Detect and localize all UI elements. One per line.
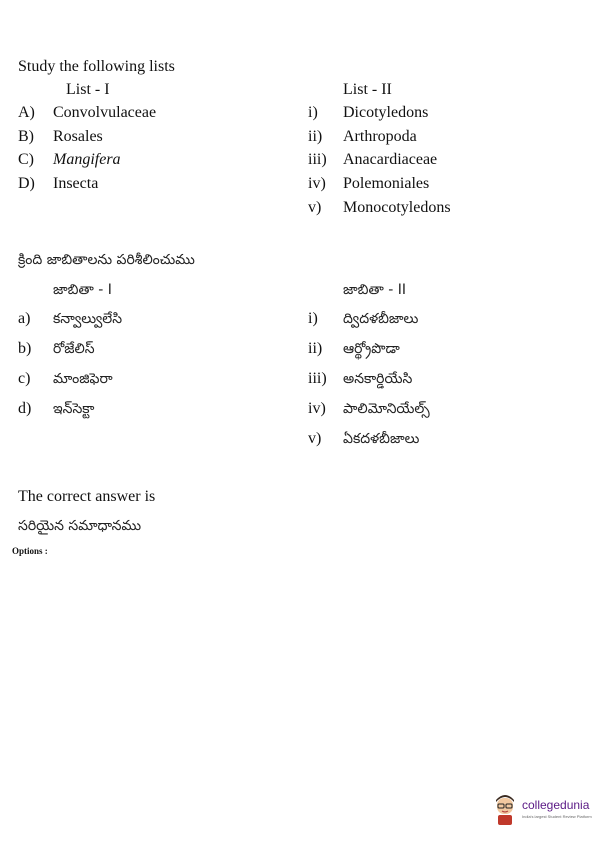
- item-label: v): [308, 199, 322, 216]
- list2-te-item: [0, 400, 595, 422]
- list1-header-en: List - I: [66, 81, 110, 98]
- item-label: ii): [308, 340, 323, 357]
- list2-te-item: [0, 310, 595, 332]
- item-text: ద్విదళబీజాలు: [343, 311, 419, 327]
- item-text: మాంజిఫెరా: [53, 371, 113, 387]
- answer-prompt-en: The correct answer is: [18, 488, 156, 505]
- item-text: రోజేలిస్: [53, 341, 95, 357]
- list2-te-item: [0, 340, 595, 362]
- item-text: పాలిమోనియేల్స్: [343, 401, 430, 417]
- item-text: Mangifera: [53, 151, 121, 168]
- list2-header-en: List - II: [343, 81, 392, 98]
- collegedunia-logo[interactable]: [492, 792, 592, 828]
- item-label: iv): [308, 400, 326, 417]
- item-text: ఇన్‌సెక్టా: [53, 401, 95, 417]
- mascot-icon: [492, 792, 518, 826]
- list2-en-item: [0, 151, 595, 173]
- item-label: iii): [308, 151, 327, 168]
- item-text: Polemoniales: [343, 175, 430, 192]
- item-text: Anacardiaceae: [343, 151, 438, 168]
- item-label: i): [308, 104, 318, 121]
- item-label: ii): [308, 128, 323, 145]
- item-text: Insecta: [53, 175, 99, 192]
- item-text: ఆర్థ్రోపొడా: [343, 341, 400, 357]
- item-text: Convolvulaceae: [53, 104, 157, 121]
- list2-en-item: [0, 104, 595, 126]
- logo-tagline: India's largest Student Review Platform: [522, 814, 592, 819]
- item-label: b): [18, 340, 32, 357]
- question-intro-en: Study the following lists: [18, 58, 175, 75]
- item-label: v): [308, 430, 322, 447]
- options-label: Options :: [12, 546, 48, 556]
- item-text: Rosales: [53, 128, 103, 145]
- list1-header-te: జాబితా - I: [53, 282, 112, 298]
- item-text: అనకార్డియేసి: [343, 371, 413, 387]
- list2-te-item: [0, 370, 595, 392]
- list2-en-item: [0, 175, 595, 197]
- item-label: C): [18, 151, 34, 168]
- item-text: Monocotyledons: [343, 199, 451, 216]
- item-label: A): [18, 104, 35, 121]
- item-label: B): [18, 128, 34, 145]
- list2-header-te: జాబితా - II: [343, 282, 406, 298]
- list2-en-item: [0, 199, 595, 221]
- logo-name: collegedunia: [522, 798, 590, 812]
- list2-en-item: [0, 128, 595, 150]
- item-text: Dicotyledons: [343, 104, 429, 121]
- item-text: Arthropoda: [343, 128, 417, 145]
- list2-te-item: [0, 430, 595, 452]
- item-label: i): [308, 310, 318, 327]
- item-label: c): [18, 370, 31, 387]
- item-label: iv): [308, 175, 326, 192]
- item-label: D): [18, 175, 35, 192]
- item-label: d): [18, 400, 32, 417]
- item-text: ఏకదళబీజాలు: [343, 431, 420, 447]
- answer-prompt-te: సరియైన సమాధానము: [18, 518, 142, 534]
- item-text: కన్వాల్వులేసి: [53, 311, 123, 327]
- item-label: iii): [308, 370, 327, 387]
- item-label: a): [18, 310, 31, 327]
- question-intro-te: క్రింది జాబితాలను పరిశీలించుము: [18, 252, 195, 268]
